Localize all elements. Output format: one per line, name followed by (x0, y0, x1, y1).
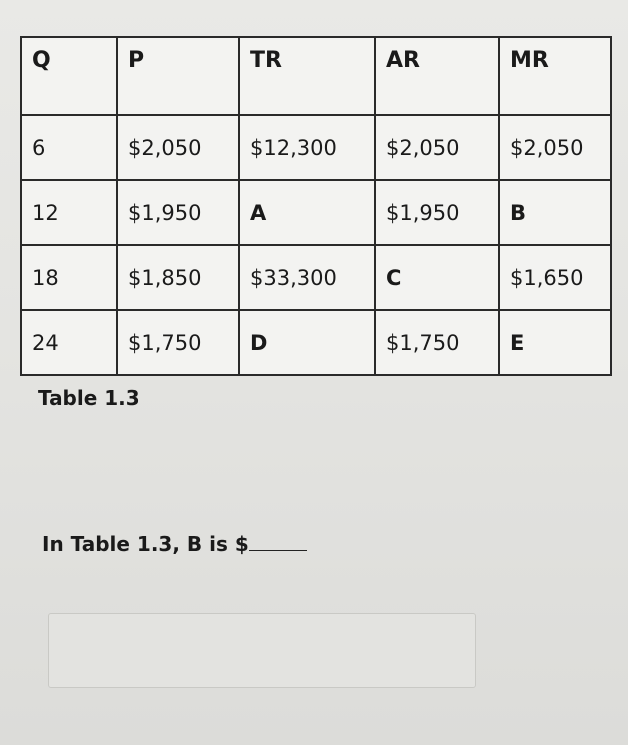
table-cell-unknown-d: D (239, 310, 375, 375)
table-cell: $2,050 (117, 115, 239, 180)
table-cell: 18 (21, 245, 117, 310)
table-header-row (21, 37, 611, 115)
table-cell: $33,300 (239, 245, 375, 310)
table-row (21, 115, 611, 180)
answer-blank-line (249, 532, 307, 551)
table-row (21, 245, 611, 310)
table-cell-unknown-e: E (499, 310, 611, 375)
question-prompt (42, 532, 307, 556)
table-cell: $1,650 (499, 245, 611, 310)
table-row (21, 310, 611, 375)
table-cell: $1,850 (117, 245, 239, 310)
table-cell: $1,950 (375, 180, 499, 245)
column-header-tr: TR (239, 37, 375, 115)
table-cell: $2,050 (375, 115, 499, 180)
question-text: In Table 1.3, B is $ (42, 532, 249, 556)
table-cell: $1,750 (375, 310, 499, 375)
table-cell-unknown-c: C (375, 245, 499, 310)
column-header-ar: AR (375, 37, 499, 115)
table-cell: 12 (21, 180, 117, 245)
table-cell-unknown-a: A (239, 180, 375, 245)
table-caption: Table 1.3 (38, 386, 140, 410)
column-header-p: P (117, 37, 239, 115)
table-cell-unknown-b: B (499, 180, 611, 245)
data-table (20, 36, 612, 376)
answer-input[interactable] (48, 613, 476, 688)
table-cell: $1,950 (117, 180, 239, 245)
table-row (21, 180, 611, 245)
column-header-mr: MR (499, 37, 611, 115)
table-cell: $2,050 (499, 115, 611, 180)
table-cell: $12,300 (239, 115, 375, 180)
table-cell: 6 (21, 115, 117, 180)
table-cell: $1,750 (117, 310, 239, 375)
column-header-q: Q (21, 37, 117, 115)
table-cell: 24 (21, 310, 117, 375)
